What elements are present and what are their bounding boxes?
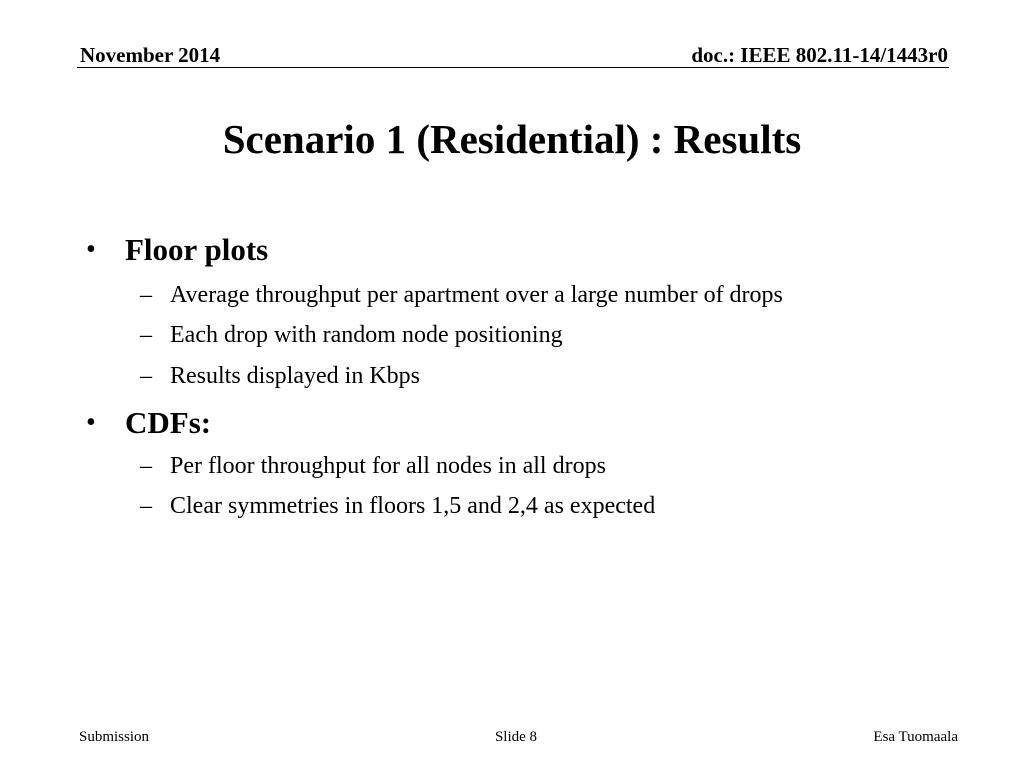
subitem-text: Results displayed in Kbps (170, 363, 420, 389)
footer-slide-number: Slide 8 (494, 729, 538, 745)
dash-icon: – (140, 493, 152, 519)
dash-icon: – (140, 363, 152, 389)
subitem-text: Per floor throughput for all nodes in all drops (170, 453, 606, 479)
subitem-text: Clear symmetries in floors 1,5 and 2,4 as expected (170, 493, 656, 519)
header-date: November 2014 (80, 43, 221, 67)
footer-author: Esa Tuomaala (873, 729, 958, 745)
bullet-icon: • (86, 234, 96, 265)
dash-icon: – (140, 282, 152, 308)
bullet-label: CDFs: (125, 405, 212, 440)
subitem-text: Each drop with random node positioning (170, 322, 563, 348)
header-doc-id: doc.: IEEE 802.11-14/1443r0 (691, 43, 948, 67)
bullet-label: Floor plots (125, 232, 269, 267)
dash-icon: – (140, 322, 152, 348)
header-divider (77, 67, 949, 68)
footer-submission: Submission (79, 729, 150, 745)
dash-icon: – (140, 453, 152, 479)
bullet-icon: • (86, 407, 96, 438)
slide-title: Scenario 1 (Residential) : Results (222, 116, 802, 162)
subitem-text: Average throughput per apartment over a large number of drops (170, 282, 783, 308)
